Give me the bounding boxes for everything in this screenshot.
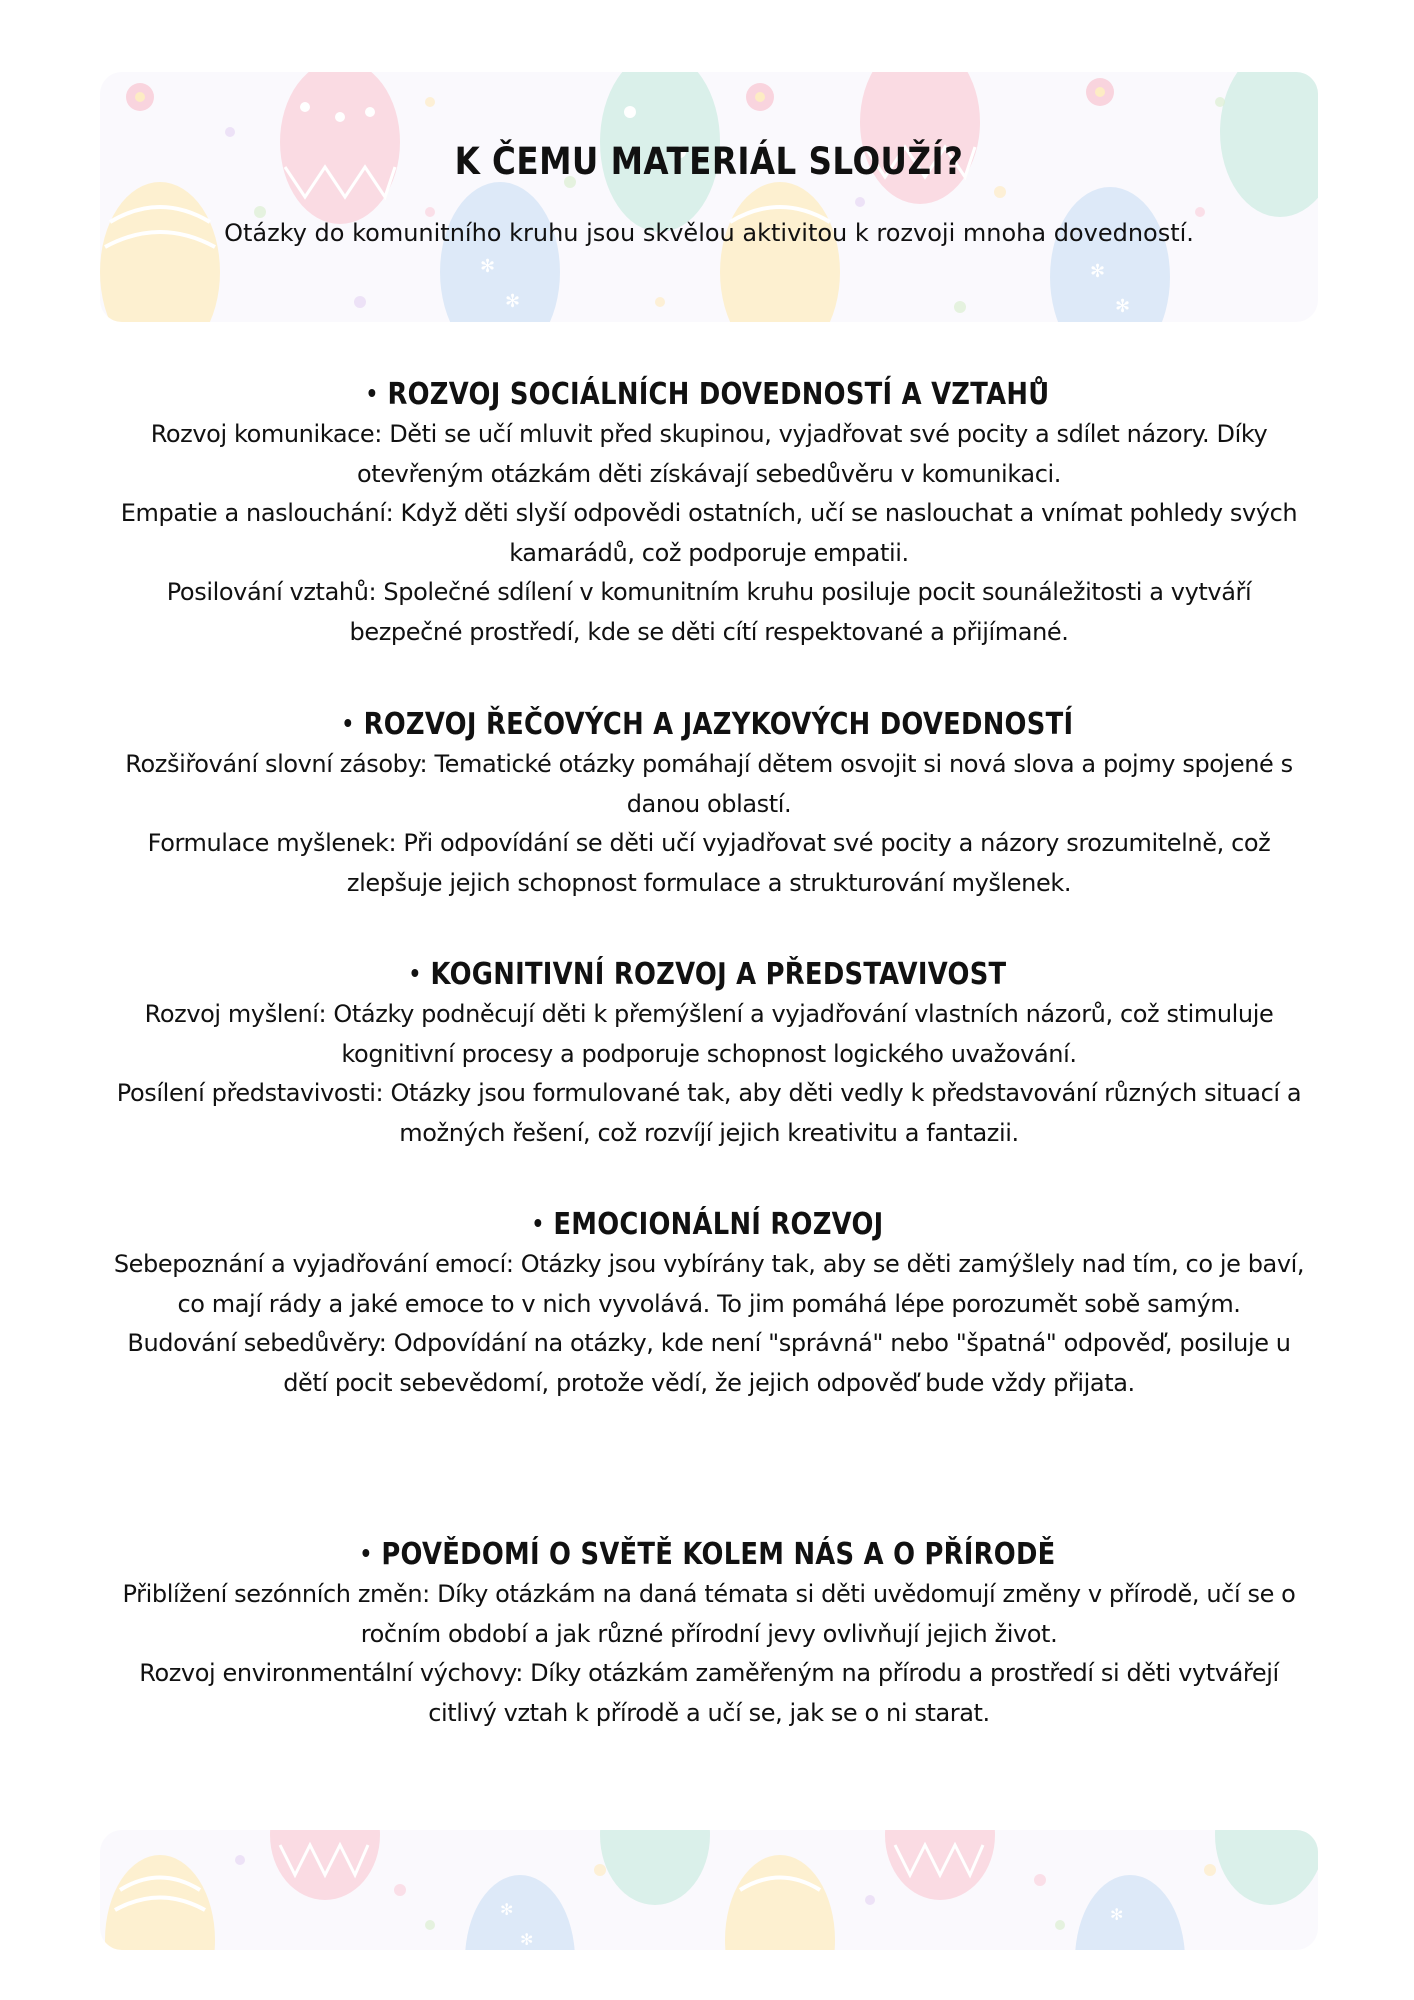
section-social-skills bbox=[100, 375, 1318, 652]
paragraph: Posilování vztahů: Společné sdílení v komunitním kruhu posiluje pocit sounáležitosti a vytváří bezpečné prostředí, kde se děti cítí respektované a přijímané. bbox=[166, 578, 1252, 646]
paragraph: Rozvoj environmentální výchovy: Díky otázkám zaměřeným na přírodu a prostředí si děti vytvářejí citlivý vztah k přírodě a učí se, jak se o ni starat. bbox=[139, 1659, 1279, 1727]
egg-blue-icon bbox=[465, 1875, 575, 1950]
bullet-icon bbox=[369, 389, 376, 397]
paragraph: Posílení představivosti: Otázky jsou formulované tak, aby děti vedly k představování různých situací a možných řešení, což rozvíjí jejich kreativitu a fantazii. bbox=[116, 1079, 1302, 1147]
egg-yellow-icon bbox=[725, 1855, 835, 1950]
section-heading: ROZVOJ SOCIÁLNÍCH DOVEDNOSTÍ A VZTAHŮ bbox=[185, 375, 1232, 415]
egg-yellow-icon bbox=[105, 1855, 215, 1950]
paragraph: Rozvoj myšlení: Otázky podněcují děti k přemýšlení a vyjadřování vlastních názorů, což stimuluje kognitivní procesy a podporuje schopnost logického uvažování. bbox=[144, 1000, 1274, 1068]
paragraph: Rozšiřování slovní zásoby: Tematické otázky pomáhají dětem osvojit si nová slova a pojmy spojené s danou oblastí. bbox=[125, 750, 1293, 818]
svg-text:✻: ✻ bbox=[520, 1932, 534, 1949]
egg-blue-icon bbox=[1075, 1875, 1185, 1950]
section-emotional bbox=[100, 1205, 1318, 1403]
svg-text:✻: ✻ bbox=[1090, 261, 1106, 281]
egg-pink-icon bbox=[885, 1830, 995, 1900]
egg-mint-icon bbox=[600, 1830, 710, 1905]
svg-text:✻: ✻ bbox=[1115, 296, 1131, 316]
section-heading: EMOCIONÁLNÍ ROZVOJ bbox=[185, 1205, 1232, 1245]
svg-text:✻: ✻ bbox=[505, 291, 521, 311]
section-cognitive bbox=[100, 955, 1318, 1153]
easter-egg-pattern bbox=[100, 1830, 1318, 1950]
paragraph: Empatie a naslouchání: Když děti slyší odpovědi ostatních, učí se naslouchat a vnímat pohledy svých kamarádů, což podporuje empatii. bbox=[120, 499, 1298, 567]
paragraph: Přiblížení sezónních změn: Díky otázkám na daná témata si děti uvědomují změny v přírodě, učí se o ročním období a jak různé přírodní jevy ovlivňují jejich život. bbox=[122, 1580, 1296, 1648]
header-banner bbox=[100, 72, 1318, 322]
bullet-icon bbox=[362, 1549, 369, 1557]
egg-pink-icon bbox=[270, 1830, 380, 1900]
intro-text: Otázky do komunitního kruhu jsou skvělou aktivitou k rozvoji mnoha dovedností. bbox=[224, 219, 1194, 247]
footer-banner bbox=[100, 1830, 1318, 1950]
bullet-icon bbox=[535, 1219, 542, 1227]
paragraph: Sebepoznání a vyjadřování emocí: Otázky jsou vybírány tak, aby se děti zamýšlely nad tím, co je baví, co mají rády a jaké emoce to v nich vyvolává. To jim pomáhá lépe porozumět sobě samým. bbox=[113, 1250, 1305, 1318]
section-heading: POVĚDOMÍ O SVĚTĚ KOLEM NÁS A O PŘÍRODĚ bbox=[185, 1535, 1232, 1575]
paragraph: Rozvoj komunikace: Děti se učí mluvit před skupinou, vyjadřovat své pocity a sdílet názory. Díky otevřeným otázkám děti získávají sebedůvěru v komunikaci. bbox=[150, 420, 1268, 488]
bullet-icon bbox=[412, 969, 419, 977]
section-heading: KOGNITIVNÍ ROZVOJ A PŘEDSTAVIVOST bbox=[185, 955, 1232, 995]
svg-text:✻: ✻ bbox=[1110, 1907, 1124, 1924]
svg-text:✻: ✻ bbox=[500, 1902, 514, 1919]
page-title: K ČEMU MATERIÁL SLOUŽÍ? bbox=[454, 140, 964, 183]
paragraph: Budování sebedůvěry: Odpovídání na otázky, kde není "správná" nebo "špatná" odpověď, posiluje u dětí pocit sebevědomí, protože vědí, že jejich odpověď bude vždy přijata. bbox=[127, 1329, 1291, 1397]
section-nature-awareness bbox=[100, 1535, 1318, 1733]
egg-mint-icon bbox=[1215, 1830, 1318, 1905]
section-language-skills bbox=[100, 705, 1318, 903]
paragraph: Formulace myšlenek: Při odpovídání se děti učí vyjadřovat své pocity a názory srozumitelně, což zlepšuje jejich schopnost formulace a strukturování myšlenek. bbox=[147, 829, 1271, 897]
svg-text:✻: ✻ bbox=[480, 256, 496, 276]
section-heading: ROZVOJ ŘEČOVÝCH A JAZYKOVÝCH DOVEDNOSTÍ bbox=[185, 705, 1232, 745]
confetti-dots bbox=[235, 1855, 1216, 1930]
bullet-icon bbox=[345, 719, 352, 727]
